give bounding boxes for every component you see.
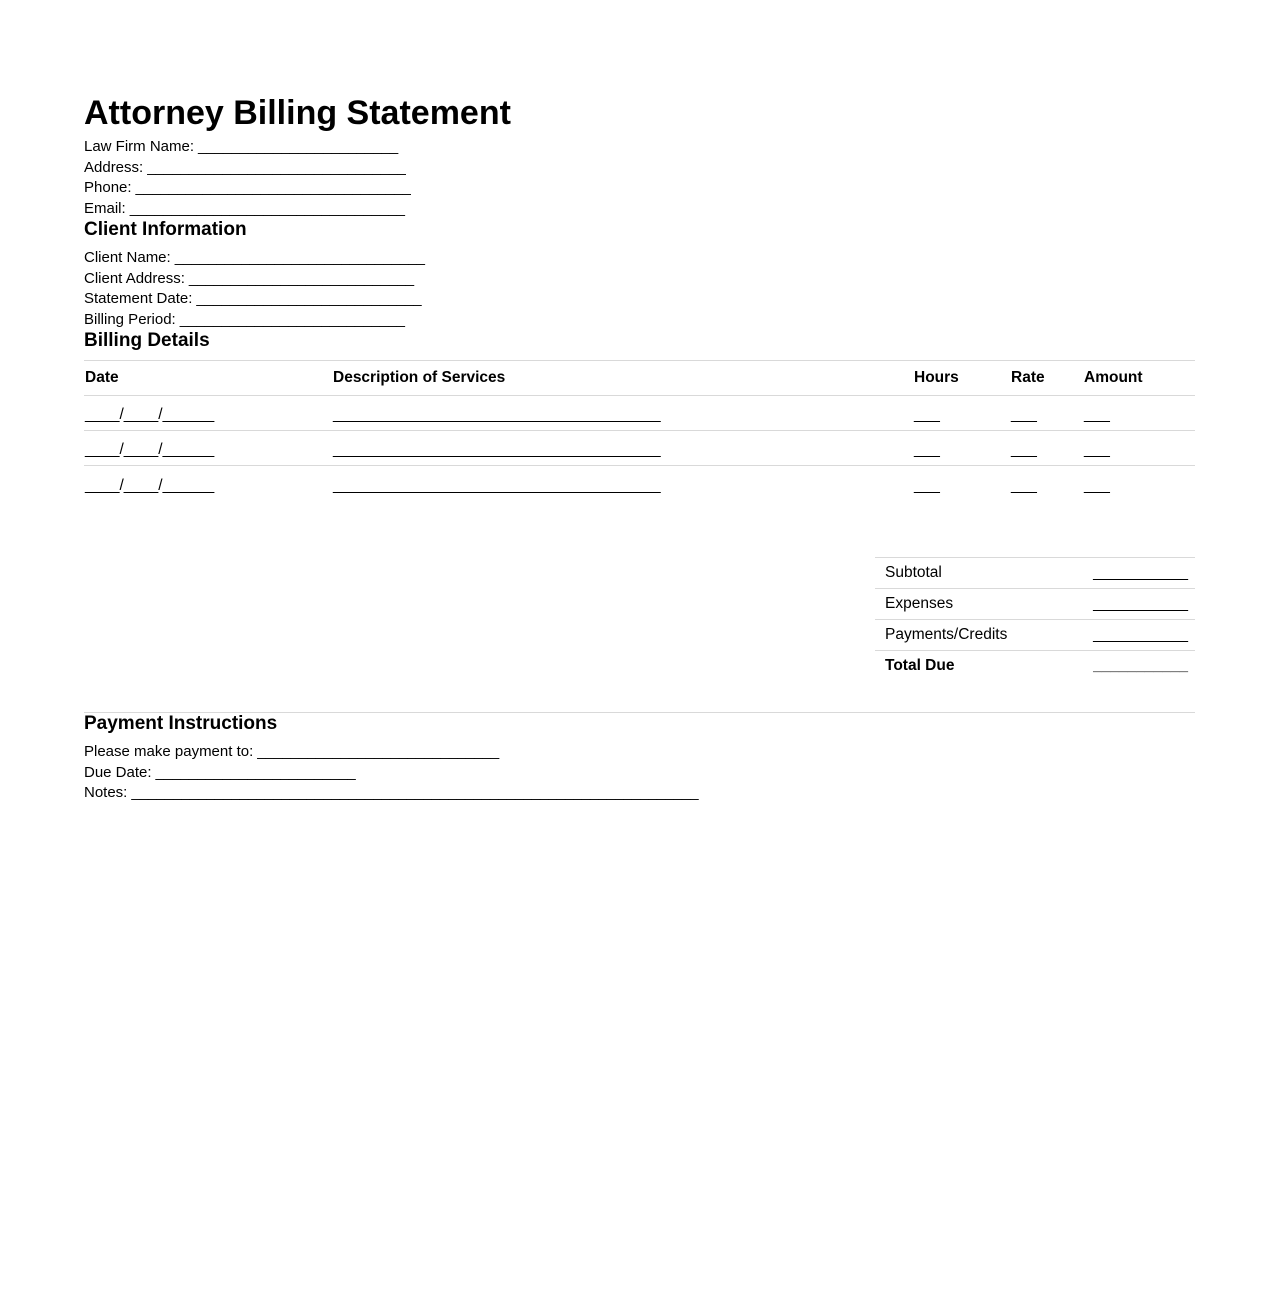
client-name-blank-line: ______________________________ — [174, 249, 425, 266]
column-header-date: Date — [85, 369, 119, 386]
billing-details-heading: Billing Details — [84, 330, 210, 351]
payment-instructions-section — [84, 742, 1195, 804]
client-address-field — [84, 269, 1195, 290]
firm-email-field — [84, 199, 1195, 220]
due-date-field — [84, 763, 1195, 784]
total-due-blank-line: ___________ — [1093, 657, 1188, 674]
amount-blank-cell: ___ — [1084, 441, 1110, 458]
payments-credits-label: Payments/Credits — [885, 626, 1008, 643]
firm-address-label: Address: — [84, 158, 144, 176]
column-header-hours: Hours — [914, 369, 959, 386]
amount-blank-cell: ___ — [1084, 406, 1110, 423]
notes-label: Notes: — [84, 784, 128, 801]
description-blank-cell: ______________________________________ — [333, 406, 661, 423]
table-row — [84, 396, 1195, 431]
billing-period-label: Billing Period: — [84, 310, 176, 328]
firm-phone-field — [84, 178, 1195, 199]
totals-block — [875, 557, 1195, 681]
law-firm-name-blank-line: ________________________ — [198, 138, 399, 155]
column-header-description: Description of Services — [333, 369, 506, 386]
firm-phone-label: Phone: — [84, 179, 132, 196]
date-blank-cell: ____/____/______ — [85, 441, 215, 458]
firm-address-field — [84, 158, 1195, 179]
table-header-row — [84, 361, 1195, 396]
column-header-rate: Rate — [1011, 369, 1045, 386]
expenses-label: Expenses — [885, 595, 954, 612]
notes-blank-line: ____________________________________________________________________ — [131, 784, 699, 801]
table-row — [84, 466, 1195, 501]
client-info-section — [84, 248, 1195, 330]
rate-blank-cell: ___ — [1011, 406, 1037, 423]
payments-credits-blank-line: ___________ — [1093, 626, 1188, 643]
hours-blank-cell: ___ — [914, 477, 940, 494]
hours-blank-cell: ___ — [914, 406, 940, 423]
client-address-blank-line: ___________________________ — [188, 269, 415, 287]
client-name-label: Client Name: — [84, 249, 171, 266]
statement-date-field — [84, 289, 1195, 310]
subtotal-label: Subtotal — [885, 564, 942, 581]
make-payment-to-blank-line: _____________________________ — [257, 743, 500, 760]
payments-credits-row — [875, 619, 1195, 650]
statement-date-blank-line: ___________________________ — [196, 290, 422, 307]
due-date-blank-line: ________________________ — [155, 763, 356, 781]
expenses-blank-line: ___________ — [1093, 595, 1188, 612]
expenses-row — [875, 588, 1195, 619]
client-address-label: Client Address: — [84, 269, 185, 287]
billing-statement-document — [84, 0, 1195, 804]
make-payment-to-field — [84, 742, 1195, 763]
make-payment-to-label: Please make payment to: — [84, 743, 254, 760]
client-information-heading: Client Information — [84, 219, 247, 240]
total-due-label: Total Due — [885, 657, 955, 674]
firm-email-label: Email: — [84, 199, 126, 217]
due-date-label: Due Date: — [84, 763, 152, 781]
subtotal-row — [875, 557, 1195, 588]
payment-instructions-heading: Payment Instructions — [84, 713, 278, 734]
hours-blank-cell: ___ — [914, 441, 940, 458]
firm-email-blank-line: _________________________________ — [129, 199, 405, 217]
billing-period-blank-line: ___________________________ — [179, 310, 405, 328]
date-blank-cell: ____/____/______ — [85, 477, 215, 494]
description-blank-cell: ______________________________________ — [333, 477, 661, 494]
billing-period-field — [84, 310, 1195, 331]
total-due-row — [875, 650, 1195, 681]
table-row — [84, 431, 1195, 466]
firm-address-blank-line: _______________________________ — [147, 158, 406, 176]
amount-blank-cell: ___ — [1084, 477, 1110, 494]
law-firm-name-field — [84, 137, 1195, 158]
firm-phone-blank-line: _________________________________ — [135, 179, 411, 196]
law-firm-name-label: Law Firm Name: — [84, 138, 195, 155]
billing-details-table — [84, 360, 1195, 501]
rate-blank-cell: ___ — [1011, 441, 1037, 458]
rate-blank-cell: ___ — [1011, 477, 1037, 494]
description-blank-cell: ______________________________________ — [333, 441, 661, 458]
client-name-field — [84, 248, 1195, 269]
notes-field — [84, 783, 1195, 804]
subtotal-blank-line: ___________ — [1093, 564, 1188, 581]
page-title: Attorney Billing Statement — [84, 94, 511, 132]
column-header-amount: Amount — [1084, 369, 1143, 386]
date-blank-cell: ____/____/______ — [85, 406, 215, 423]
firm-info-section — [84, 137, 1195, 219]
statement-date-label: Statement Date: — [84, 290, 193, 307]
